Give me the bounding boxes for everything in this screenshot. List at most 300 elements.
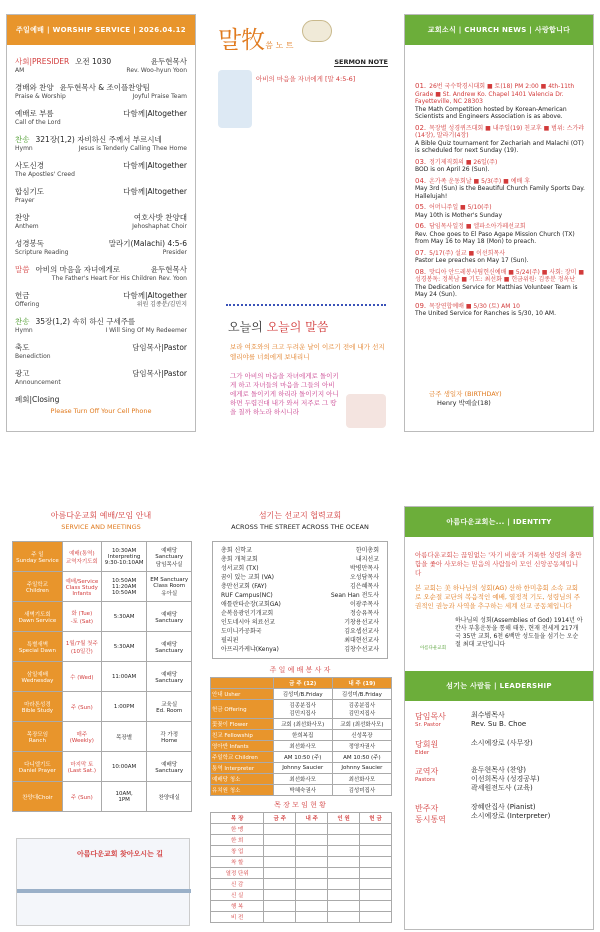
meetings-subtitle: SERVICE AND MEETINGS bbox=[61, 523, 141, 531]
meeting-cell: 각 가정 Home bbox=[147, 722, 192, 752]
worship-row bbox=[7, 109, 195, 127]
ranch-cell: 신 감 bbox=[211, 879, 264, 890]
news-title: 목장연합예배 ■ 5/30 (토) AM 10 bbox=[429, 302, 520, 310]
leader-names: 소시예장로 (사무장) bbox=[471, 739, 533, 747]
meeting-row bbox=[13, 692, 192, 722]
worship-item: 합심기도 bbox=[15, 187, 44, 196]
meeting-cell: 10:00AM bbox=[101, 752, 147, 782]
news-english: Pastor Lee preaches on May 17 (Sun). bbox=[415, 257, 529, 264]
news-list bbox=[405, 45, 593, 318]
worship-row bbox=[7, 187, 195, 205]
mission-row bbox=[221, 600, 379, 609]
meeting-row bbox=[13, 752, 192, 782]
ranch-col-header: 목 장 bbox=[211, 813, 264, 824]
serve-col-header: 내 주 (19) bbox=[332, 678, 391, 689]
meetings-title: 아름다운교회 예배/모임 안내 bbox=[50, 511, 152, 520]
mission-church: 총회 신학교 bbox=[221, 547, 252, 554]
worship-item-en: Benediction bbox=[15, 353, 51, 360]
worship-leader: 윤두현목사 bbox=[150, 265, 187, 274]
ranch-cell: 비 전 bbox=[211, 912, 264, 923]
ranch-cell bbox=[264, 868, 296, 879]
worship-item: 찬양 bbox=[15, 213, 30, 222]
missions-title: 섬기는 선교지 협력교회 bbox=[258, 511, 342, 520]
worship-leader: 다함께|Altogether bbox=[123, 291, 187, 300]
mission-row bbox=[221, 564, 379, 573]
meeting-cell: 특별새벽 Special Dawn bbox=[13, 632, 63, 662]
serve-cell: 교회 (최선화사모) bbox=[332, 719, 391, 730]
news-item bbox=[415, 223, 587, 246]
ranch-table bbox=[210, 812, 392, 923]
bible-image bbox=[346, 394, 386, 428]
meeting-row bbox=[13, 542, 192, 572]
ranch-cell: 한 희 bbox=[211, 835, 264, 846]
ranch-cell: 신 실 bbox=[211, 890, 264, 901]
note-divider bbox=[226, 304, 386, 306]
church-map bbox=[16, 838, 190, 926]
news-panel bbox=[404, 14, 594, 432]
missions-panel bbox=[206, 506, 394, 930]
worship-item: 성경봉독 bbox=[15, 239, 44, 248]
worship-item: 축도 bbox=[15, 343, 30, 352]
ranch-cell bbox=[328, 857, 360, 868]
worship-item-en: AM bbox=[15, 67, 25, 74]
mission-row bbox=[221, 636, 379, 645]
meetings-table bbox=[12, 541, 192, 812]
worship-item: 헌금 bbox=[15, 291, 30, 300]
meeting-cell: 주 일 Sunday Service bbox=[13, 542, 63, 572]
mission-row bbox=[221, 618, 379, 627]
leader-row bbox=[415, 766, 583, 793]
news-item bbox=[415, 159, 587, 174]
ranch-cell bbox=[296, 912, 328, 923]
mission-church: 도미니카공화국 bbox=[221, 628, 262, 635]
ranch-cell bbox=[328, 846, 360, 857]
meeting-cell: 다니엘기도 Daniel Prayer bbox=[13, 752, 63, 782]
ranch-cell bbox=[360, 912, 392, 923]
leader-role: 당회원 bbox=[415, 740, 439, 749]
identity-text-1: 아름다운교회는 끊임없는 '자기 비움'과 거룩한 성령의 충만함을 좇아 사모하는 믿음의 사람들이 모인 신앙공동체입니다 bbox=[415, 551, 582, 577]
ranch-cell bbox=[328, 912, 360, 923]
worship-row bbox=[7, 57, 195, 75]
ranch-cell bbox=[360, 879, 392, 890]
ranch-cell bbox=[360, 890, 392, 901]
ranch-cell bbox=[360, 901, 392, 912]
worship-detail-en: Joyful Praise Team bbox=[132, 93, 187, 100]
map-label: 아름다운교회 찾아오시는 길 bbox=[77, 850, 164, 858]
worship-row bbox=[7, 239, 195, 257]
serve-cell: 최선화사모 bbox=[273, 741, 332, 752]
mission-row bbox=[221, 582, 379, 591]
serve-cell: 김성미/B.Friday bbox=[273, 689, 332, 700]
news-number: 02. bbox=[415, 123, 427, 132]
ranch-cell: 행 복 bbox=[211, 901, 264, 912]
news-item bbox=[415, 125, 587, 155]
serve-cell: Johnny Saucier bbox=[332, 763, 391, 774]
serve-cell: 신성목장 bbox=[332, 730, 391, 741]
worship-item: 폐회|Closing bbox=[15, 395, 60, 404]
worship-detail-en: Rev. Woo-hyun Yoon bbox=[126, 67, 187, 74]
meeting-cell: 1:00PM bbox=[101, 692, 147, 722]
meeting-cell: 주일학교 Children bbox=[13, 572, 63, 602]
ranch-cell bbox=[328, 890, 360, 901]
mission-person: Sean Han 전도사 bbox=[330, 592, 379, 599]
meeting-cell: 수 (Wed) bbox=[62, 662, 101, 692]
ranch-cell bbox=[296, 901, 328, 912]
worship-item: 찬송 bbox=[15, 317, 30, 326]
worship-leader: 말라기(Malachi) 4:5-6 bbox=[108, 239, 187, 248]
mission-person: 오성담목사 bbox=[350, 574, 379, 581]
meeting-cell: 5:30AM bbox=[101, 602, 147, 632]
serve-cell: 주일학교 Children bbox=[211, 752, 274, 763]
ranch-cell bbox=[296, 890, 328, 901]
worship-middle: 321장(1,2) 자비하신 주께서 부르시네 bbox=[35, 135, 162, 144]
meeting-cell: 예배당 Sanctuary 담임목사실 bbox=[147, 542, 192, 572]
ranch-cell bbox=[264, 901, 296, 912]
news-number: 01. bbox=[415, 82, 427, 90]
mission-church: 애틀란타순장(교회GA) bbox=[221, 601, 281, 608]
news-english: May 3rd (Sun) is the Beautiful Church Family Sports Day. Hallelujah! bbox=[415, 185, 585, 200]
meeting-cell: 목장모임 Ranch bbox=[13, 722, 63, 752]
meeting-cell: 11:00AM bbox=[101, 662, 147, 692]
mission-person: 김창수선교사 bbox=[344, 646, 379, 653]
worship-item: 예배로 부름 bbox=[15, 109, 54, 118]
serve-cell: 영아반 Infants bbox=[211, 741, 274, 752]
mission-row bbox=[221, 546, 379, 555]
identity-panel bbox=[404, 506, 594, 930]
worship-leader: 여호사밧 찬양대 bbox=[133, 213, 187, 222]
worship-item-en: Hymn bbox=[15, 145, 33, 152]
news-number: 06. bbox=[415, 222, 427, 230]
news-number: 05. bbox=[415, 203, 427, 211]
serve-cell: 예배당 청소 bbox=[211, 774, 274, 785]
serve-cell: 김종분집사 김민지집사 bbox=[332, 700, 391, 719]
news-english: The United Service for Ranches is 5/30, 10 AM. bbox=[415, 310, 556, 317]
worship-row bbox=[7, 369, 195, 387]
news-number: 03. bbox=[415, 157, 427, 166]
mission-row bbox=[221, 555, 379, 564]
mission-church: 총회 개척교회 bbox=[221, 556, 258, 563]
meeting-cell: 새벽기도회 Dawn Service bbox=[13, 602, 63, 632]
meeting-cell: 10:30AM Interpreting 9:30-10:10AM bbox=[101, 542, 147, 572]
news-item bbox=[415, 178, 587, 201]
news-english: BOD is on April 26 (Sun). bbox=[415, 166, 490, 173]
ranch-cell bbox=[360, 857, 392, 868]
leader-row bbox=[415, 711, 583, 729]
news-item bbox=[415, 83, 587, 121]
leadership-list bbox=[405, 701, 593, 825]
meeting-cell: 찬양대실 bbox=[147, 782, 192, 812]
missions-subtitle: ACROSS THE STREET ACROSS THE OCEAN bbox=[231, 523, 369, 531]
mission-church: 아프리카케냐(Kenya) bbox=[221, 646, 279, 653]
leader-role: 담임목사 bbox=[415, 712, 446, 721]
ranch-cell bbox=[264, 824, 296, 835]
serve-cell: 꽃꽂이 Flower bbox=[211, 719, 274, 730]
mission-church: 꿈이 있는 교회 (VA) bbox=[221, 574, 275, 581]
news-title: 5/17(주) 설교 ■ 이선희목사 bbox=[429, 249, 506, 257]
ranch-cell bbox=[264, 890, 296, 901]
worship-detail-en: Jesus is Tenderly Calling Thee Home bbox=[78, 145, 187, 152]
verse-2: 그가 아비의 마음을 자녀에게로 돌이키게 하고 자녀들의 마음을 그들의 아비에게로 돌이키게 하리라 돌이키지 아니하면 두렵건대 내가 와서 저주로 그 땅을 칠까 하노라 하시니라 bbox=[230, 372, 339, 416]
worship-row bbox=[7, 161, 195, 179]
worship-item-en: Prayer bbox=[15, 197, 35, 204]
ranch-cell bbox=[264, 835, 296, 846]
mission-person: 한미총회 bbox=[355, 547, 379, 554]
serve-cell: AM 10:50 (주) bbox=[332, 752, 391, 763]
ranch-cell bbox=[296, 857, 328, 868]
news-english: A Bible Quiz tournament for Zechariah and Malachi (OT) is scheduled for next Sunday (19). bbox=[415, 139, 584, 154]
ranch-cell bbox=[328, 868, 360, 879]
ranch-cell bbox=[296, 835, 328, 846]
worship-row bbox=[7, 83, 195, 101]
meeting-row bbox=[13, 572, 192, 602]
leader-role: 교역자 bbox=[415, 767, 439, 776]
leadership-header: 섬기는 사람들 | LEADERSHIP bbox=[405, 671, 593, 701]
worship-item: 말씀 bbox=[15, 265, 30, 274]
worship-row bbox=[7, 135, 195, 153]
worship-row bbox=[7, 395, 195, 404]
meeting-cell: 찬양대Choir bbox=[13, 782, 63, 812]
sermon-note-label: SERMON NOTE bbox=[334, 58, 388, 66]
worship-row bbox=[7, 317, 195, 335]
serve-cell: Johnny Saucier bbox=[273, 763, 332, 774]
serve-cell: 유치원 청소 bbox=[211, 785, 274, 796]
map-road bbox=[17, 889, 191, 893]
news-english: Rev. Choe goes to El Paso Agape Mission Church (TX) from May 16 to May 18 (Mon) to preach. bbox=[415, 230, 575, 245]
church-logo: 아름다운교회 bbox=[419, 646, 447, 651]
worship-middle: 윤두현목사 & 조이플찬양팀 bbox=[59, 83, 150, 92]
mission-person: 박병만목사 bbox=[350, 565, 379, 572]
ranch-cell bbox=[264, 912, 296, 923]
serve-cell: 김성미집사 bbox=[332, 785, 391, 796]
serve-cell: 친교 Fellowship bbox=[211, 730, 274, 741]
ranch-cell bbox=[360, 846, 392, 857]
ranch-cell bbox=[328, 879, 360, 890]
news-number: 08. bbox=[415, 267, 427, 276]
serve-cell: 박혜숙권사 bbox=[273, 785, 332, 796]
ranch-cell bbox=[296, 868, 328, 879]
worship-item-en: Call of the Lord bbox=[15, 119, 61, 126]
worship-header: 주일예배 | WORSHIP SERVICE | 2026.04.12 bbox=[7, 15, 195, 45]
meeting-cell: 목장별 bbox=[101, 722, 147, 752]
leader-role-en: Elder bbox=[415, 750, 430, 756]
mission-church: RUF Campus(NC) bbox=[221, 592, 273, 599]
news-english: The Math Competition hosted by Korean-American Scientists and Engineers Association is as above. bbox=[415, 105, 567, 120]
ranch-cell: 착 할 bbox=[211, 857, 264, 868]
meeting-cell: 예배(통역) 교역자기도회 bbox=[62, 542, 101, 572]
serve-cell: 한희복집 bbox=[273, 730, 332, 741]
mission-person: 기창용선교사 bbox=[344, 619, 379, 626]
leader-names: 장혜란집사 (Pianist) 소시예장로 (Interpreter) bbox=[471, 803, 551, 820]
worship-detail-en: Presider bbox=[162, 249, 187, 256]
news-title: 어머니주일 ■ 5/10(주) bbox=[429, 204, 492, 211]
mission-church: 충만선교회 (FAY) bbox=[221, 583, 267, 590]
news-item bbox=[415, 204, 587, 219]
mission-row bbox=[221, 573, 379, 582]
worship-item: 경배와 찬양 bbox=[15, 83, 54, 92]
meeting-cell: 삼일예배 Wednesday bbox=[13, 662, 63, 692]
news-title: 목장별 성경퀴즈대회 ■ 내주일(19) 친교후 ■ 범위: 스가랴(14장), 말라기(4장) bbox=[415, 124, 585, 139]
serve-cell: 최선화사모 bbox=[273, 774, 332, 785]
meeting-row bbox=[13, 662, 192, 692]
ranch-cell bbox=[360, 868, 392, 879]
worship-row bbox=[7, 291, 195, 309]
serve-cell: 통역 Interpreter bbox=[211, 763, 274, 774]
worship-row bbox=[7, 213, 195, 231]
worship-detail-en: I Will Sing Of My Redeemer bbox=[105, 327, 187, 334]
meeting-cell: 10AM, 1PM bbox=[101, 782, 147, 812]
serve-title: 주 일 예 배 봉 사 자 bbox=[269, 666, 331, 674]
volunteers-table bbox=[210, 677, 392, 796]
worship-item: 사도신경 bbox=[15, 161, 44, 170]
mission-person: 이광주목사 bbox=[350, 601, 379, 608]
worship-item-en: The Apostles' Creed bbox=[15, 171, 75, 178]
worship-leader: 다함께|Altogether bbox=[123, 161, 187, 170]
mission-church: 인도네시아 의료선교 bbox=[221, 619, 276, 626]
meeting-cell: 5:30AM bbox=[101, 632, 147, 662]
leader-row bbox=[415, 739, 583, 756]
identity-text-3: 하나님의 성회(Assemblies of God) 1914년 아칸사 부흥운동을 통해 태동, 현재 전세계 217개국 35만 교회, 6천 6백만 성도들을 섬기는 오순절 최대 교단입니다 bbox=[455, 617, 583, 648]
worship-detail-en: Jehoshaphat Choir bbox=[132, 223, 187, 230]
ranch-col-header: 내 주 bbox=[296, 813, 328, 824]
worship-leader: 다함께|Altogether bbox=[123, 187, 187, 196]
mission-person: 최대현선교사 bbox=[344, 637, 379, 644]
worship-item: 광고 bbox=[15, 369, 30, 378]
news-title: 26번 국수학경시대회 ■ 토(18) PM 2:00 ■ 4th-11th Grade ■ St. Andrew Ko. Chapel 1401 Valencia Dr. Fayetteville, NC 28303 bbox=[415, 83, 575, 105]
meeting-cell: 예배당 Sanctuary bbox=[147, 662, 192, 692]
verse-1: 보라 여호와의 크고 두려운 날이 이르기 전에 내가 선지 엘리야를 너희에게 보내리니 bbox=[230, 343, 385, 361]
ranch-cell bbox=[264, 857, 296, 868]
meeting-cell: 1월/7월 첫주 (10일간) bbox=[62, 632, 101, 662]
serve-cell: 최선화사모 bbox=[332, 774, 391, 785]
news-number: 07. bbox=[415, 248, 427, 257]
worship-panel bbox=[6, 14, 196, 432]
worship-detail-en: 위원 김종분/김민지 bbox=[136, 301, 187, 308]
news-title: 담임목사일정 ■ 엘파소아가페선교회 bbox=[429, 223, 526, 230]
sheep-logo bbox=[302, 20, 332, 42]
sermon-title: 아비의 마음을 자녀에게 [말 4:5-6] bbox=[256, 75, 356, 83]
ranch-cell bbox=[328, 824, 360, 835]
meeting-cell: 주 (Sun) bbox=[62, 692, 101, 722]
mission-person: 내지선교 bbox=[355, 556, 379, 563]
news-item bbox=[415, 303, 587, 318]
worship-detail-en: The Father's Heart For His Children Rev. Yoon bbox=[51, 275, 187, 282]
ranch-cell bbox=[296, 824, 328, 835]
mission-person: 김요셉선교사 bbox=[344, 628, 379, 635]
news-english: The Dedication Service for Matthias Volunteer Team is May 24 (Sun). bbox=[415, 283, 578, 298]
meeting-cell: EM Sanctuary Class Room 유아실 bbox=[147, 572, 192, 602]
worship-item-en: Offering bbox=[15, 301, 40, 308]
ranch-cell: 열정 단위 bbox=[211, 868, 264, 879]
meeting-cell: 주 (Sun) bbox=[62, 782, 101, 812]
missions-list bbox=[212, 541, 388, 659]
mission-row bbox=[221, 591, 379, 600]
news-item bbox=[415, 269, 587, 299]
serve-cell: 김종분집사 김민지집사 bbox=[273, 700, 332, 719]
meeting-cell: 예배/Service Class Study Infants bbox=[62, 572, 101, 602]
ranch-cell: 창 업 bbox=[211, 846, 264, 857]
ranch-title: 목 장 모 임 현 황 bbox=[274, 801, 326, 809]
news-header: 교회소식 | CHURCH NEWS | 사랑합니다 bbox=[405, 15, 593, 45]
mission-church: 필리핀 bbox=[221, 637, 239, 644]
ranch-cell bbox=[328, 835, 360, 846]
news-title: 온가족 운동회날 ■ 5/3(주) ■ 예배 후 bbox=[429, 177, 531, 185]
mission-church: 성서교회 (TX) bbox=[221, 565, 259, 572]
ranch-col-header: 헌 금 bbox=[360, 813, 392, 824]
worship-item: 사회|PRESIDER bbox=[15, 57, 70, 66]
ranch-cell bbox=[296, 846, 328, 857]
meeting-cell: 마지막 토 (Last Sat.) bbox=[62, 752, 101, 782]
leader-role: 반주자 동시통역 bbox=[415, 804, 446, 824]
worship-item-en: Announcement bbox=[15, 379, 61, 386]
serve-col-header bbox=[211, 678, 274, 689]
worship-middle: 아비의 마음을 자녀에게로 bbox=[35, 265, 120, 274]
cellphone-notice: Please Turn Off Your Cell Phone bbox=[50, 407, 152, 415]
serve-cell: 김성미/B.Friday bbox=[332, 689, 391, 700]
worship-middle: 35장(1,2) 속히 하신 구세주를 bbox=[35, 317, 136, 326]
meeting-cell: 10:50AM 11:20AM 10:50AM bbox=[101, 572, 147, 602]
meeting-cell: 교육실 Ed. Room bbox=[147, 692, 192, 722]
worship-item-en: Anthem bbox=[15, 223, 39, 230]
mission-person: 김은혜목사 bbox=[350, 583, 379, 590]
meeting-row bbox=[13, 632, 192, 662]
serve-cell: 정영자권사 bbox=[332, 741, 391, 752]
ranch-cell bbox=[360, 824, 392, 835]
meeting-row bbox=[13, 602, 192, 632]
leader-row bbox=[415, 803, 583, 825]
ranch-col-header: 인 원 bbox=[328, 813, 360, 824]
worship-leader: 담임목사|Pastor bbox=[132, 369, 187, 378]
ranch-cell bbox=[264, 846, 296, 857]
serve-cell: 헌금 Offering bbox=[211, 700, 274, 719]
meeting-row bbox=[13, 782, 192, 812]
worship-leader: 윤두현목사 bbox=[150, 57, 187, 66]
ranch-col-header: 금 주 bbox=[264, 813, 296, 824]
meeting-cell: 매주 (Weekly) bbox=[62, 722, 101, 752]
ranch-cell bbox=[360, 835, 392, 846]
news-title: 정기제직회의 ■ 26일(주) bbox=[429, 158, 498, 166]
news-english: May 10th is Mother's Sunday bbox=[415, 211, 503, 219]
mission-row bbox=[221, 645, 379, 654]
meetings-panel bbox=[6, 506, 196, 930]
news-number: 09. bbox=[415, 301, 427, 310]
news-title: 맛디아 안드레봉사팀헌신예배 ■ 5/24(주) ■ 사회: 장미 ■ 성경봉독: 정복남 ■ 기도: 최선화 ■ 헌금위원: 김종분 정옥난 bbox=[415, 268, 585, 283]
worship-item-en: Praise & Worship bbox=[15, 93, 66, 100]
ranch-cell: 한 맹 bbox=[211, 824, 264, 835]
worship-item-en: Scripture Reading bbox=[15, 249, 69, 256]
worship-row bbox=[7, 343, 195, 361]
worship-item: 찬송 bbox=[15, 135, 30, 144]
meeting-cell: 예배당 Sanctuary bbox=[147, 752, 192, 782]
meeting-cell: 화 (Tue) -토 (Sat) bbox=[62, 602, 101, 632]
meeting-cell: 마라톤성경 Bible Study bbox=[13, 692, 63, 722]
identity-header: 아름다운교회는... | IDENTITY bbox=[405, 507, 593, 537]
news-item bbox=[415, 250, 587, 265]
worship-leader: 다함께|Altogether bbox=[123, 109, 187, 118]
mission-row bbox=[221, 609, 379, 618]
praying-figure-image bbox=[218, 70, 252, 128]
ranch-cell bbox=[328, 901, 360, 912]
leader-names: 윤두현목사 (찬양) 이선희목사 (성경공부) 곽세원전도사 (교육) bbox=[471, 766, 540, 792]
mission-person: 정승유목사 bbox=[350, 610, 379, 617]
worship-item-en: Hymn bbox=[15, 327, 33, 334]
worship-leader: 담임목사|Pastor bbox=[132, 343, 187, 352]
meeting-cell: 예배당 Sanctuary bbox=[147, 632, 192, 662]
mission-church: 순복음광인기개교회 bbox=[221, 610, 274, 617]
serve-cell: 안내 Usher bbox=[211, 689, 274, 700]
birthday-section: 금주 생일자 (BIRTHDAY) Henry 박예슬(18) bbox=[429, 390, 502, 407]
worship-order bbox=[7, 45, 195, 404]
serve-cell: 교회 (최선화사모) bbox=[273, 719, 332, 730]
